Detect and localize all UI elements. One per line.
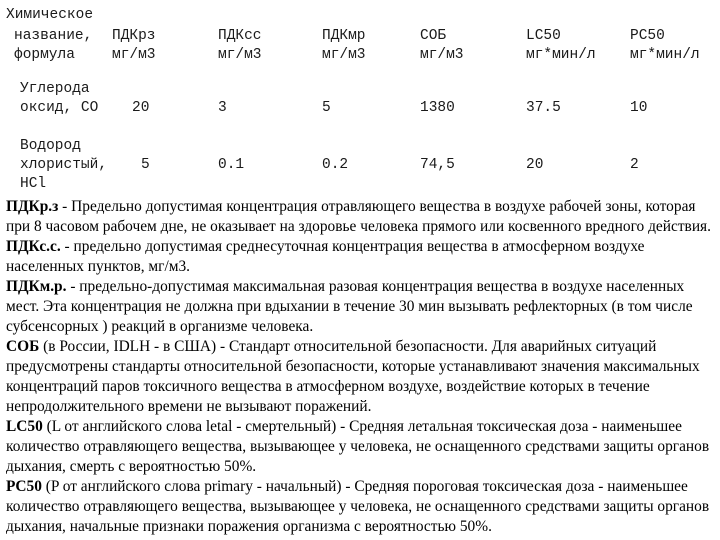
cell-sob: 74,5 bbox=[420, 157, 455, 173]
definition-text: (L от английского слова letal - смертельный) - Средняя летальная токсическая доза - наименьшее количество отравляющего вещества, вызывающее у человека, не оснащенного средствами защиты органов дыхания, смерть с вероятностью 50%. bbox=[6, 418, 710, 475]
definition-term: СОБ bbox=[6, 338, 40, 355]
definition-term: ПДКм.р. bbox=[6, 278, 67, 295]
header-name-line3: формула bbox=[14, 47, 75, 63]
definition-pdkmr bbox=[6, 277, 716, 337]
cell-pc50: 2 bbox=[630, 157, 639, 173]
header-pdkss-unit: мг/м3 bbox=[218, 47, 262, 63]
header-lc50: LC50 bbox=[526, 28, 561, 44]
definition-text: - Предельно допустимая концентрация отравляющего вещества в воздухе рабочей зоны, которая при 8 часовом рабочем дне, не оказывает на здоровье человека прямого или косвенного вредного действия. bbox=[6, 198, 711, 235]
definition-term: ПДКр.з bbox=[6, 198, 59, 215]
header-pc50: PC50 bbox=[630, 28, 665, 44]
header-sob-unit: мг/м3 bbox=[420, 47, 464, 63]
header-pdkss: ПДКсс bbox=[218, 28, 262, 44]
header-lc50-unit: мг*мин/л bbox=[526, 47, 596, 63]
definition-sob bbox=[6, 337, 716, 417]
definition-lc50 bbox=[6, 417, 716, 477]
definition-pdkrz bbox=[6, 197, 716, 237]
header-pdkmr-unit: мг/м3 bbox=[322, 47, 366, 63]
row-name-line1: Водород bbox=[20, 138, 81, 154]
header-pc50-unit: мг*мин/л bbox=[630, 47, 700, 63]
header-pdkmr: ПДКмр bbox=[322, 28, 366, 44]
definition-text: - предельно допустимая среднесуточная концентрация вещества в атмосферном воздухе населенных пунктов, мг/м3. bbox=[6, 238, 645, 275]
header-pdkrz: ПДКрз bbox=[112, 28, 156, 44]
row-name-line1: Углерода bbox=[20, 81, 90, 97]
header-sob: СОБ bbox=[420, 28, 447, 44]
definition-term: LC50 bbox=[6, 418, 43, 435]
cell-pdkmr: 5 bbox=[322, 100, 331, 116]
header-name-line1: Химическое bbox=[6, 7, 94, 23]
cell-lc50: 37.5 bbox=[526, 100, 561, 116]
cell-pdkss: 3 bbox=[218, 100, 227, 116]
cell-pdkrz: 20 bbox=[132, 100, 150, 116]
cell-pdkmr: 0.2 bbox=[322, 157, 349, 173]
definition-term: ПДКс.с. bbox=[6, 238, 61, 255]
cell-pdkrz: 5 bbox=[141, 157, 150, 173]
row-name-line2: оксид, СО bbox=[20, 100, 99, 116]
row-name-line2: хлористый, bbox=[20, 157, 108, 173]
cell-pc50: 10 bbox=[630, 100, 648, 116]
cell-lc50: 20 bbox=[526, 157, 544, 173]
row-name-line3: HCl bbox=[20, 176, 47, 192]
definition-term: PC50 bbox=[6, 478, 42, 495]
header-pdkrz-unit: мг/м3 bbox=[112, 47, 156, 63]
cell-pdkss: 0.1 bbox=[218, 157, 245, 173]
definition-text: (P от английского слова primary - начальный) - Средняя пороговая токсическая доза - наименьшее количество отравляющего вещества, вызывающее у человека, не оснащенного средствами защиты органов дыхания, начальные признаки поражения организма с вероятностью 50%. bbox=[6, 478, 710, 535]
definitions-list bbox=[6, 197, 716, 537]
definition-text: - предельно-допустимая максимальная разовая концентрация вещества в воздухе населенных мест. Эта концентрация не должна при вдыхании в течение 30 мин вызывать рефлекторных (в том числе субсенсорных ) реакций в организме человека. bbox=[6, 278, 693, 335]
definition-text: (в России, IDLH - в США) - Стандарт относительной безопасности. Для аварийных ситуаций предусмотрены стандарты относительной безопасности, которые устанавливают значения максимальных концентраций паров токсичного вещества в атмосферном воздухе, воздействие которых в течение непродолжительного времени не вызывают поражений. bbox=[6, 338, 700, 415]
definition-pc50 bbox=[6, 477, 716, 537]
cell-sob: 1380 bbox=[420, 100, 455, 116]
definition-pdkss bbox=[6, 237, 716, 277]
header-name-line2: название, bbox=[14, 28, 93, 44]
